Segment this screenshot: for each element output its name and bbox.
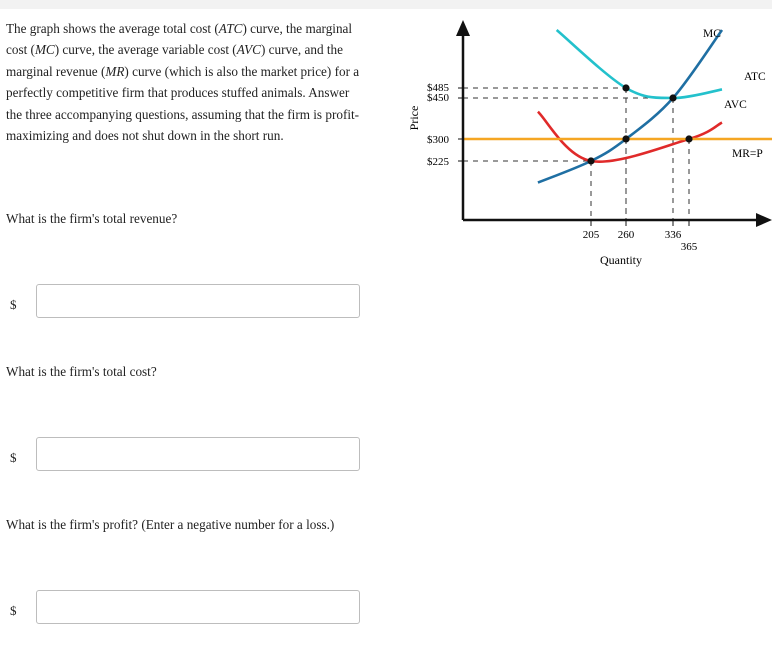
total-revenue-input[interactable]	[36, 284, 360, 318]
x-axis-label: Quantity	[600, 253, 642, 267]
total-cost-input[interactable]	[36, 437, 360, 471]
data-point	[669, 94, 676, 101]
avc-curve-label: AVC	[724, 99, 747, 111]
problem-intro: The graph shows the average total cost (ATC) curve, the marginal cost (MC) curve, the average variable cost (AVC) curve, and the marginal revenue (MR) curve (which is also the market price) for a perfectly competitive firm that produces stuffed animals. Answer the three accompanying questions, assuming that the firm is profit-maximizing and does not shut down in the short run.	[6, 21, 360, 144]
x-tick-label: 365	[680, 241, 698, 253]
x-tick-label: 260	[617, 229, 635, 241]
question-total-revenue: What is the firm's total revenue?	[6, 211, 178, 226]
cost-curves-chart	[400, 12, 772, 274]
data-point	[622, 135, 629, 142]
y-tick-label: $485	[427, 82, 449, 94]
mc-curve-label: MC	[703, 28, 721, 40]
mr-curve-label: MR=P	[732, 148, 763, 160]
data-point	[622, 84, 629, 91]
question-profit: What is the firm's profit? (Enter a negative number for a loss.)	[6, 517, 335, 532]
y-tick-label: $225	[427, 156, 449, 168]
mc-curve	[538, 30, 722, 183]
currency-symbol: $	[10, 603, 17, 618]
currency-symbol: $	[10, 297, 17, 312]
atc-curve-label: ATC	[744, 71, 766, 83]
x-tick-label: 336	[664, 229, 682, 241]
y-tick-label: $450	[427, 92, 449, 104]
data-point	[685, 135, 692, 142]
y-axis-label: Price	[407, 105, 421, 131]
data-point	[587, 157, 594, 164]
x-axis-arrow-icon	[756, 213, 772, 227]
y-tick-label: $300	[427, 134, 449, 146]
question-total-cost: What is the firm's total cost?	[6, 364, 157, 379]
top-bar	[0, 0, 772, 9]
x-tick-label: 205	[582, 229, 600, 241]
y-axis-arrow-icon	[456, 20, 470, 36]
currency-symbol: $	[10, 450, 17, 465]
profit-input[interactable]	[36, 590, 360, 624]
